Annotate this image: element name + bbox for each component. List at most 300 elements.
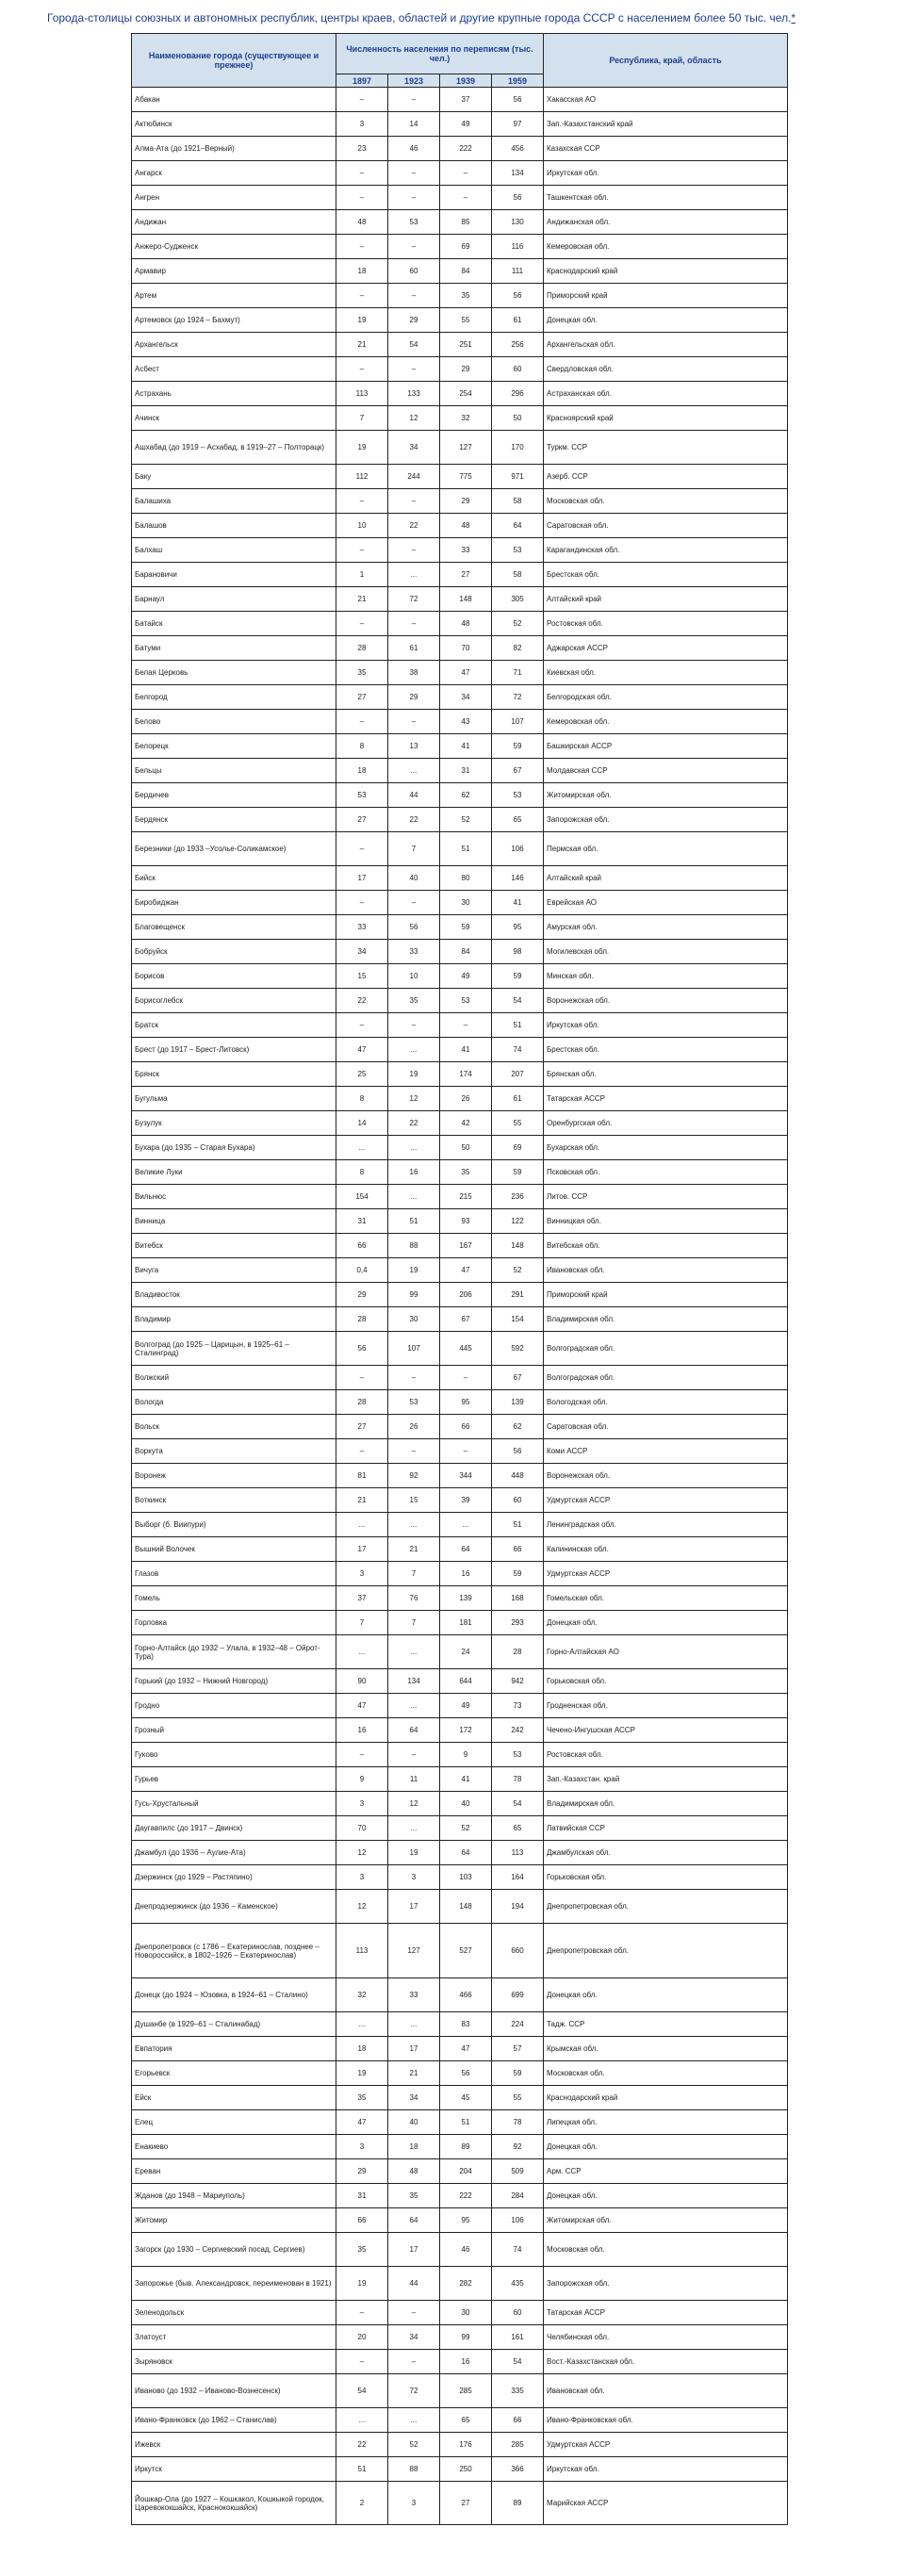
pop-1897-cell: 2 — [336, 2482, 388, 2525]
pop-1939-cell: 51 — [440, 2110, 492, 2135]
region-cell: Ивано-Франковская обл. — [544, 2408, 788, 2433]
city-name-cell: Вольск — [132, 1415, 336, 1439]
region-cell: Брестская обл. — [544, 563, 788, 587]
pop-1939-cell: 176 — [440, 2433, 492, 2457]
table-row — [132, 186, 788, 210]
pop-1923-cell: 64 — [388, 2208, 440, 2233]
city-name-cell: Андижан — [132, 210, 336, 235]
pop-1923-cell: 51 — [388, 1209, 440, 1234]
pop-1959-cell: 66 — [492, 2408, 544, 2433]
table-row — [132, 1062, 788, 1087]
city-name-cell: Дзержинск (до 1929 – Растяпино) — [132, 1865, 336, 1890]
pop-1923-cell: 40 — [388, 2110, 440, 2135]
pop-1923-cell: 7 — [388, 1611, 440, 1635]
pop-1939-cell: 29 — [440, 489, 492, 514]
pop-1939-cell: 43 — [440, 710, 492, 734]
pop-1923-cell: 33 — [388, 940, 440, 964]
pop-1939-cell: 344 — [440, 1464, 492, 1488]
region-cell: Горьковская обл. — [544, 1669, 788, 1694]
pop-1939-cell: 49 — [440, 112, 492, 137]
pop-1923-cell: 72 — [388, 587, 440, 612]
pop-1939-cell: 181 — [440, 1611, 492, 1635]
region-cell: Вологодская обл. — [544, 1390, 788, 1415]
table-row — [132, 1160, 788, 1185]
pop-1939-cell: – — [440, 1439, 492, 1464]
pop-1923-cell: ... — [388, 1694, 440, 1718]
region-cell: Архангельская обл. — [544, 333, 788, 357]
pop-1923-cell: – — [388, 1439, 440, 1464]
city-name-cell: Архангельск — [132, 333, 336, 357]
pop-1959-cell: 971 — [492, 465, 544, 489]
pop-1939-cell: 40 — [440, 1792, 492, 1816]
table-row — [132, 406, 788, 431]
city-name-cell: Волгоград (до 1925 – Царицын, в 1925–61 – Сталинград) — [132, 1332, 336, 1366]
city-name-cell: Балашов — [132, 514, 336, 538]
pop-1939-cell: 37 — [440, 88, 492, 112]
table-row — [132, 1038, 788, 1062]
pop-1939-cell: 95 — [440, 1390, 492, 1415]
pop-1939-cell: 66 — [440, 1415, 492, 1439]
pop-1923-cell: 3 — [388, 2482, 440, 2525]
table-row — [132, 2086, 788, 2110]
table-row — [132, 357, 788, 382]
pop-1923-cell: 11 — [388, 1767, 440, 1792]
city-name-cell: Даугавпилс (до 1917 – Двинск) — [132, 1816, 336, 1841]
pop-1959-cell: 67 — [492, 759, 544, 783]
header-population: Численность населения по переписям (тыс. чел.) — [336, 34, 544, 74]
pop-1959-cell: 55 — [492, 1111, 544, 1136]
pop-1939-cell: 52 — [440, 808, 492, 832]
pop-1959-cell: 699 — [492, 1978, 544, 2012]
pop-1923-cell: 134 — [388, 1669, 440, 1694]
pop-1959-cell: 54 — [492, 2350, 544, 2374]
pop-1923-cell: 56 — [388, 915, 440, 940]
table-row — [132, 1865, 788, 1890]
region-cell: Казахская ССР — [544, 137, 788, 161]
region-cell: Хакасская АО — [544, 88, 788, 112]
pop-1923-cell: 3 — [388, 1865, 440, 1890]
city-name-cell: Выборг (б. Виипури) — [132, 1513, 336, 1537]
pop-1939-cell: 53 — [440, 989, 492, 1013]
region-cell: Алтайский край — [544, 866, 788, 891]
pop-1939-cell: 644 — [440, 1669, 492, 1694]
pop-1897-cell: ... — [336, 1635, 388, 1669]
city-name-cell: Барнаул — [132, 587, 336, 612]
region-cell: Приморский край — [544, 284, 788, 308]
table-row — [132, 2350, 788, 2374]
pop-1897-cell: – — [336, 489, 388, 514]
city-name-cell: Иваново (до 1932 – Иваново-Вознесенск) — [132, 2374, 336, 2408]
pop-1897-cell: 12 — [336, 1890, 388, 1924]
pop-1939-cell: 251 — [440, 333, 492, 357]
region-cell: Кемеровская обл. — [544, 710, 788, 734]
city-name-cell: Ангарск — [132, 161, 336, 186]
pop-1959-cell: 82 — [492, 636, 544, 661]
pop-1939-cell: 30 — [440, 891, 492, 915]
pop-1939-cell: – — [440, 1013, 492, 1038]
region-cell: Горьковская обл. — [544, 1865, 788, 1890]
pop-1959-cell: 60 — [492, 2301, 544, 2325]
region-cell: Московская обл. — [544, 489, 788, 514]
city-name-cell: Иркутск — [132, 2457, 336, 2482]
city-name-cell: Ашхабад (до 1919 – Асхабад, в 1919–27 – Полторацк) — [132, 431, 336, 465]
pop-1939-cell: 51 — [440, 832, 492, 866]
table-row — [132, 1439, 788, 1464]
pop-1897-cell: 154 — [336, 1185, 388, 1209]
table-row — [132, 235, 788, 259]
city-name-cell: Вышний Волочек — [132, 1537, 336, 1562]
pop-1897-cell: 7 — [336, 1611, 388, 1635]
pop-1959-cell: 61 — [492, 1087, 544, 1111]
pop-1923-cell: 133 — [388, 382, 440, 406]
pop-1959-cell: 97 — [492, 112, 544, 137]
city-name-cell: Жданов (до 1948 – Мариуполь) — [132, 2184, 336, 2208]
table-row — [132, 1415, 788, 1439]
region-cell: Липецкая обл. — [544, 2110, 788, 2135]
pop-1939-cell: 215 — [440, 1185, 492, 1209]
table-row — [132, 1111, 788, 1136]
table-row — [132, 2325, 788, 2350]
pop-1939-cell: 29 — [440, 357, 492, 382]
pop-1959-cell: 59 — [492, 734, 544, 759]
pop-1959-cell: 71 — [492, 661, 544, 685]
region-cell: Минская обл. — [544, 964, 788, 989]
pop-1897-cell: 27 — [336, 685, 388, 710]
pop-1923-cell: 16 — [388, 1160, 440, 1185]
city-name-cell: Житомир — [132, 2208, 336, 2233]
city-name-cell: Актюбинск — [132, 112, 336, 137]
pop-1923-cell: 53 — [388, 210, 440, 235]
region-cell: Крымская обл. — [544, 2037, 788, 2061]
pop-1923-cell: 7 — [388, 1562, 440, 1586]
pop-1923-cell: 76 — [388, 1586, 440, 1611]
pop-1959-cell: 60 — [492, 1488, 544, 1513]
region-cell: Московская обл. — [544, 2061, 788, 2086]
pop-1939-cell: 103 — [440, 1865, 492, 1890]
pop-1939-cell: 70 — [440, 636, 492, 661]
region-cell: Гродненская обл. — [544, 1694, 788, 1718]
table-row — [132, 2408, 788, 2433]
pop-1939-cell: 466 — [440, 1978, 492, 2012]
pop-1959-cell: 62 — [492, 1415, 544, 1439]
pop-1939-cell: 167 — [440, 1234, 492, 1258]
pop-1897-cell: 37 — [336, 1586, 388, 1611]
pop-1897-cell: 21 — [336, 587, 388, 612]
pop-1959-cell: 58 — [492, 489, 544, 514]
pop-1897-cell: 28 — [336, 1307, 388, 1332]
region-cell: Пермская обл. — [544, 832, 788, 866]
city-name-cell: Брянск — [132, 1062, 336, 1087]
city-name-cell: Бельцы — [132, 759, 336, 783]
city-name-cell: Баку — [132, 465, 336, 489]
pop-1897-cell: – — [336, 538, 388, 563]
table-row — [132, 1669, 788, 1694]
pop-1923-cell: 35 — [388, 989, 440, 1013]
region-cell: Кемеровская обл. — [544, 235, 788, 259]
table-row — [132, 1087, 788, 1111]
city-name-cell: Борисоглебск — [132, 989, 336, 1013]
pop-1897-cell: 9 — [336, 1767, 388, 1792]
table-row — [132, 612, 788, 636]
pop-1897-cell: 54 — [336, 2374, 388, 2408]
pop-1959-cell: 58 — [492, 563, 544, 587]
pop-1959-cell: 296 — [492, 382, 544, 406]
table-row — [132, 1283, 788, 1307]
city-name-cell: Вологда — [132, 1390, 336, 1415]
pop-1959-cell: 51 — [492, 1013, 544, 1038]
pop-1939-cell: 83 — [440, 2012, 492, 2037]
table-row — [132, 1366, 788, 1390]
table-row — [132, 1841, 788, 1865]
city-name-cell: Днепродзержинск (до 1936 – Каменское) — [132, 1890, 336, 1924]
pop-1897-cell: 29 — [336, 1283, 388, 1307]
pop-1939-cell: 27 — [440, 2482, 492, 2525]
pop-1923-cell: – — [388, 2301, 440, 2325]
pop-1897-cell: 27 — [336, 1415, 388, 1439]
region-cell: Киевская обл. — [544, 661, 788, 685]
pop-1939-cell: 49 — [440, 964, 492, 989]
pop-1959-cell: 148 — [492, 1234, 544, 1258]
city-name-cell: Винница — [132, 1209, 336, 1234]
pop-1959-cell: 53 — [492, 783, 544, 808]
pop-1959-cell: 113 — [492, 1841, 544, 1865]
pop-1923-cell: 14 — [388, 112, 440, 137]
pop-1939-cell: 250 — [440, 2457, 492, 2482]
city-name-cell: Брест (до 1917 – Брест-Литовск) — [132, 1038, 336, 1062]
region-cell: Донецкая обл. — [544, 1611, 788, 1635]
table-row — [132, 710, 788, 734]
pop-1897-cell: 16 — [336, 1718, 388, 1743]
table-row — [132, 2061, 788, 2086]
pop-1897-cell: 35 — [336, 2086, 388, 2110]
pop-1923-cell: 64 — [388, 1718, 440, 1743]
pop-1923-cell: ... — [388, 1513, 440, 1537]
region-cell: Коми АССР — [544, 1439, 788, 1464]
pop-1923-cell: 54 — [388, 333, 440, 357]
table-row — [132, 563, 788, 587]
region-cell: Владимирская обл. — [544, 1792, 788, 1816]
pop-1923-cell: 44 — [388, 783, 440, 808]
pop-1923-cell: ... — [388, 2012, 440, 2037]
table-row — [132, 161, 788, 186]
pop-1939-cell: 47 — [440, 2037, 492, 2061]
table-row — [132, 989, 788, 1013]
region-cell: Аджарская АССР — [544, 636, 788, 661]
pop-1959-cell: 168 — [492, 1586, 544, 1611]
city-name-cell: Ангрен — [132, 186, 336, 210]
pop-1959-cell: 116 — [492, 235, 544, 259]
pop-1959-cell: 256 — [492, 333, 544, 357]
region-cell: Днепропетровская обл. — [544, 1924, 788, 1978]
region-cell: Бухарская обл. — [544, 1136, 788, 1160]
pop-1939-cell: 222 — [440, 137, 492, 161]
table-row — [132, 1635, 788, 1669]
pop-1959-cell: 146 — [492, 866, 544, 891]
pop-1897-cell: 31 — [336, 2184, 388, 2208]
region-cell: Псковская обл. — [544, 1160, 788, 1185]
pop-1923-cell: 17 — [388, 2037, 440, 2061]
table-row — [132, 1694, 788, 1718]
table-row — [132, 2267, 788, 2301]
pop-1959-cell: 194 — [492, 1890, 544, 1924]
region-cell: Чечено-Ингушская АССР — [544, 1718, 788, 1743]
pop-1897-cell: 112 — [336, 465, 388, 489]
pop-1959-cell: 448 — [492, 1464, 544, 1488]
city-name-cell: Йошкар-Ола (до 1927 – Кошкакол, Кошкыкой городок, Царевококшайск, Краснококшайск) — [132, 2482, 336, 2525]
region-cell: Татарская АССР — [544, 2301, 788, 2325]
table-row — [132, 1209, 788, 1234]
city-name-cell: Березники (до 1933 –Усолье-Соликамское) — [132, 832, 336, 866]
pop-1959-cell: 285 — [492, 2433, 544, 2457]
pop-1923-cell: 44 — [388, 2267, 440, 2301]
pop-1923-cell: – — [388, 284, 440, 308]
pop-1897-cell: 8 — [336, 1087, 388, 1111]
city-name-cell: Бухара (до 1935 – Старая Бухара) — [132, 1136, 336, 1160]
city-name-cell: Донецк (до 1924 – Юзовка, в 1924–61 – Сталино) — [132, 1978, 336, 2012]
pop-1959-cell: 50 — [492, 406, 544, 431]
city-name-cell: Артем — [132, 284, 336, 308]
pop-1897-cell: 21 — [336, 1488, 388, 1513]
pop-1897-cell: 47 — [336, 2110, 388, 2135]
pop-1923-cell: ... — [388, 759, 440, 783]
city-name-cell: Енакиево — [132, 2135, 336, 2159]
city-name-cell: Бузулук — [132, 1111, 336, 1136]
pop-1959-cell: 41 — [492, 891, 544, 915]
table-row — [132, 382, 788, 406]
table-row — [132, 137, 788, 161]
city-name-cell: Елец — [132, 2110, 336, 2135]
city-name-cell: Балашиха — [132, 489, 336, 514]
pop-1939-cell: 39 — [440, 1488, 492, 1513]
pop-1923-cell: 29 — [388, 308, 440, 333]
pop-1959-cell: 139 — [492, 1390, 544, 1415]
table-row — [132, 1562, 788, 1586]
footnote-link[interactable]: * — [791, 11, 796, 25]
city-name-cell: Душанбе (в 1929–61 – Сталинабад) — [132, 2012, 336, 2037]
pop-1959-cell: 224 — [492, 2012, 544, 2037]
city-name-cell: Зеленодольск — [132, 2301, 336, 2325]
city-name-cell: Днепропетровск (с 1786 – Екатеринослав, позднее – Новороссийск, в 1802–1926 – Екатеринослав) — [132, 1924, 336, 1978]
table-row — [132, 783, 788, 808]
pop-1923-cell: 92 — [388, 1464, 440, 1488]
pop-1923-cell: 26 — [388, 1415, 440, 1439]
pop-1923-cell: – — [388, 161, 440, 186]
table-row — [132, 1890, 788, 1924]
region-cell: Краснодарский край — [544, 2086, 788, 2110]
pop-1959-cell: 509 — [492, 2159, 544, 2184]
pop-1923-cell: – — [388, 235, 440, 259]
region-cell: Белгородская обл. — [544, 685, 788, 710]
region-cell: Оренбургская обл. — [544, 1111, 788, 1136]
pop-1897-cell: – — [336, 710, 388, 734]
region-cell: Могилевская обл. — [544, 940, 788, 964]
pop-1897-cell: 22 — [336, 2433, 388, 2457]
region-cell: Марийская АССР — [544, 2482, 788, 2525]
city-name-cell: Вильнюс — [132, 1185, 336, 1209]
pop-1923-cell: 17 — [388, 1890, 440, 1924]
pop-1897-cell: 12 — [336, 1841, 388, 1865]
pop-1897-cell: 7 — [336, 406, 388, 431]
region-cell: Брестская обл. — [544, 1038, 788, 1062]
pop-1897-cell: 81 — [336, 1464, 388, 1488]
pop-1959-cell: 122 — [492, 1209, 544, 1234]
pop-1939-cell: 85 — [440, 210, 492, 235]
table-row — [132, 1767, 788, 1792]
city-name-cell: Глазов — [132, 1562, 336, 1586]
pop-1939-cell: 24 — [440, 1635, 492, 1669]
pop-1939-cell: 9 — [440, 1743, 492, 1767]
pop-1923-cell: – — [388, 2350, 440, 2374]
pop-1897-cell: 17 — [336, 1537, 388, 1562]
table-row — [132, 1924, 788, 1978]
pop-1897-cell: 33 — [336, 915, 388, 940]
pop-1897-cell: 47 — [336, 1038, 388, 1062]
pop-1897-cell: 70 — [336, 1816, 388, 1841]
region-cell: Удмуртская АССР — [544, 1562, 788, 1586]
pop-1959-cell: 74 — [492, 1038, 544, 1062]
pop-1959-cell: 161 — [492, 2325, 544, 2350]
pop-1959-cell: 78 — [492, 1767, 544, 1792]
region-cell: Ленинградская обл. — [544, 1513, 788, 1537]
pop-1939-cell: 127 — [440, 431, 492, 465]
table-row — [132, 1390, 788, 1415]
pop-1939-cell: 67 — [440, 1307, 492, 1332]
pop-1923-cell: 19 — [388, 1258, 440, 1283]
pop-1959-cell: 56 — [492, 284, 544, 308]
pop-1959-cell: 65 — [492, 1816, 544, 1841]
city-name-cell: Ачинск — [132, 406, 336, 431]
pop-1959-cell: 942 — [492, 1669, 544, 1694]
table-row — [132, 1978, 788, 2012]
pop-1923-cell: 7 — [388, 832, 440, 866]
table-row — [132, 1013, 788, 1038]
pop-1959-cell: 55 — [492, 2086, 544, 2110]
pop-1923-cell: 127 — [388, 1924, 440, 1978]
pop-1939-cell: 35 — [440, 1160, 492, 1185]
city-name-cell: Волжский — [132, 1366, 336, 1390]
region-cell: Горно-Алтайская АО — [544, 1635, 788, 1669]
pop-1939-cell: 33 — [440, 538, 492, 563]
pop-1923-cell: – — [388, 357, 440, 382]
pop-1939-cell: 59 — [440, 915, 492, 940]
pop-1959-cell: 170 — [492, 431, 544, 465]
pop-1939-cell: 41 — [440, 1038, 492, 1062]
city-name-cell: Воронеж — [132, 1464, 336, 1488]
city-name-cell: Грозный — [132, 1718, 336, 1743]
pop-1959-cell: 60 — [492, 357, 544, 382]
pop-1939-cell: 34 — [440, 685, 492, 710]
pop-1897-cell: – — [336, 1366, 388, 1390]
pop-1959-cell: 291 — [492, 1283, 544, 1307]
city-name-cell: Артемовск (до 1924 – Бахмут) — [132, 308, 336, 333]
table-row — [132, 2135, 788, 2159]
table-row — [132, 587, 788, 612]
pop-1939-cell: 222 — [440, 2184, 492, 2208]
pop-1923-cell: – — [388, 612, 440, 636]
pop-1939-cell: 35 — [440, 284, 492, 308]
pop-1897-cell: 51 — [336, 2457, 388, 2482]
pop-1939-cell: 148 — [440, 1890, 492, 1924]
region-cell: Молдавская ССР — [544, 759, 788, 783]
table-row — [132, 489, 788, 514]
pop-1897-cell: 56 — [336, 1332, 388, 1366]
city-name-cell: Бердичев — [132, 783, 336, 808]
pop-1959-cell: 78 — [492, 2110, 544, 2135]
region-cell: Ростовская обл. — [544, 612, 788, 636]
region-cell: Зап.-Казахстан. край — [544, 1767, 788, 1792]
pop-1939-cell: 172 — [440, 1718, 492, 1743]
table-row — [132, 891, 788, 915]
